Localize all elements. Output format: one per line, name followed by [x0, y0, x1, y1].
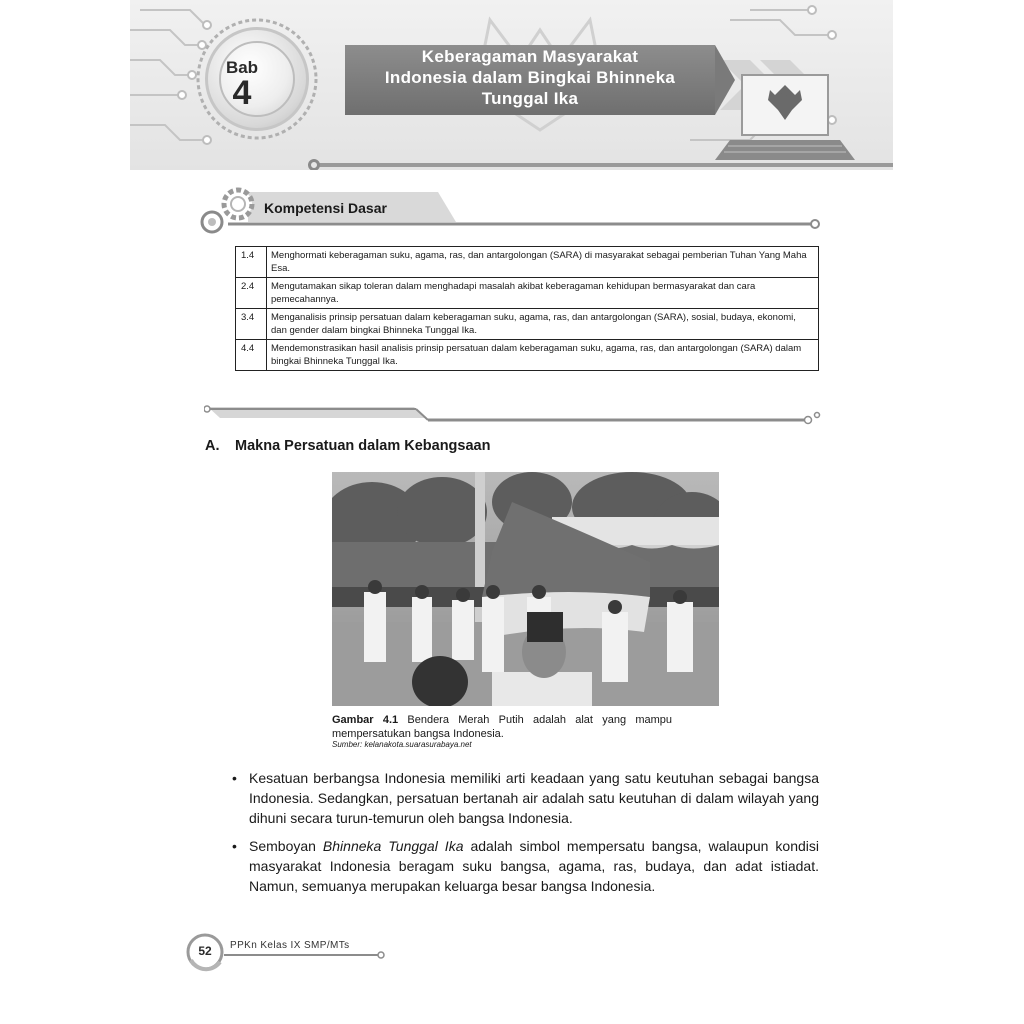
kompetensi-title: Kompetensi Dasar [264, 200, 387, 216]
flag-ceremony-photo [332, 472, 719, 706]
bab-label: Bab [225, 58, 259, 77]
section-title: Makna Persatuan dalam Kebangsaan [235, 438, 491, 454]
table-row [236, 340, 819, 371]
chapter-title-plate-tail [715, 45, 735, 115]
banner-divider-node [308, 159, 320, 170]
kd-number: 2.4 [236, 278, 267, 309]
bullet-list [232, 768, 819, 904]
footer-book-title: PPKn Kelas IX SMP/MTs [230, 940, 350, 951]
bullet-text: Kesatuan berbangsa Indonesia memiliki arti keadaan yang satu keutuhan sebagai bangsa Indonesia. Sedangkan, persatuan bertanah air adalah satu keutuhan di dalam wilayah yang dihuni secara turun-temurun oleh bangsa Indonesia. [249, 770, 819, 826]
kompetensi-table [235, 246, 819, 371]
banner-divider-line [310, 163, 893, 167]
kd-number: 1.4 [236, 247, 267, 278]
kd-number: 3.4 [236, 309, 267, 340]
section-divider [204, 404, 826, 428]
bullet-marker: • [232, 838, 237, 854]
chapter-title [345, 46, 715, 109]
bullet-text-before: Semboyan [249, 838, 323, 854]
chapter-title-line-1: Keberagaman Masyarakat [421, 47, 639, 66]
kd-text: Menghormati keberagaman suku, agama, ras, dan antargolongan (SARA) di masyarakat sebagai pemberian Tuhan Yang Maha Esa. [267, 247, 819, 278]
kd-text: Mengutamakan sikap toleran dalam menghadapi masalah akibat keberagaman kehidupan bermasyarakat dan cara pemecahannya. [267, 278, 819, 309]
chapter-title-line-2: Indonesia dalam Bingkai Bhinneka [384, 68, 676, 87]
bullet-marker: • [232, 770, 237, 786]
list-item [232, 768, 819, 828]
figure-caption [332, 713, 672, 741]
table-row [236, 278, 819, 309]
figure-caption-text: Bendera Merah Putih adalah alat yang mampu mempersatukan bangsa Indonesia. [332, 714, 672, 740]
kd-number: 4.4 [236, 340, 267, 371]
section-letter: A. [205, 438, 220, 454]
kd-text: Mendemonstrasikan hasil analisis prinsip persatuan dalam keberagaman suku, agama, ras, dan antargolongan (SARA) dalam bingkai Bhinneka Tunggal Ika. [267, 340, 819, 371]
section-heading [205, 438, 490, 454]
page-number: 52 [198, 944, 212, 958]
bullet-text-after: adalah simbol mempersatu bangsa, walaupun kondisi masyarakat Indonesia beragam suku bangsa, agama, ras, budaya, dan adat istiadat. Namun, semuanya merupakan keluarga besar bangsa Indonesia. [249, 838, 820, 894]
table-row [236, 247, 819, 278]
kd-text: Menganalisis prinsip persatuan dalam keberagaman suku, agama, ras, dan antargolongan (SARA), sosial, budaya, ekonomi, dan gender dalam bingkai Bhinneka Tunggal Ika. [267, 309, 819, 340]
bab-number: 4 [232, 74, 252, 112]
table-row [236, 309, 819, 340]
chapter-title-line-3: Tunggal Ika [481, 89, 579, 108]
flag-ceremony-illustration [332, 472, 719, 706]
bullet-text-italic: Bhinneka Tunggal Ika [322, 838, 464, 854]
list-item [232, 836, 819, 896]
figure-label: Gambar 4.1 [332, 714, 399, 726]
figure-source: Sumber: kelanakota.suarasurabaya.net [332, 740, 472, 749]
